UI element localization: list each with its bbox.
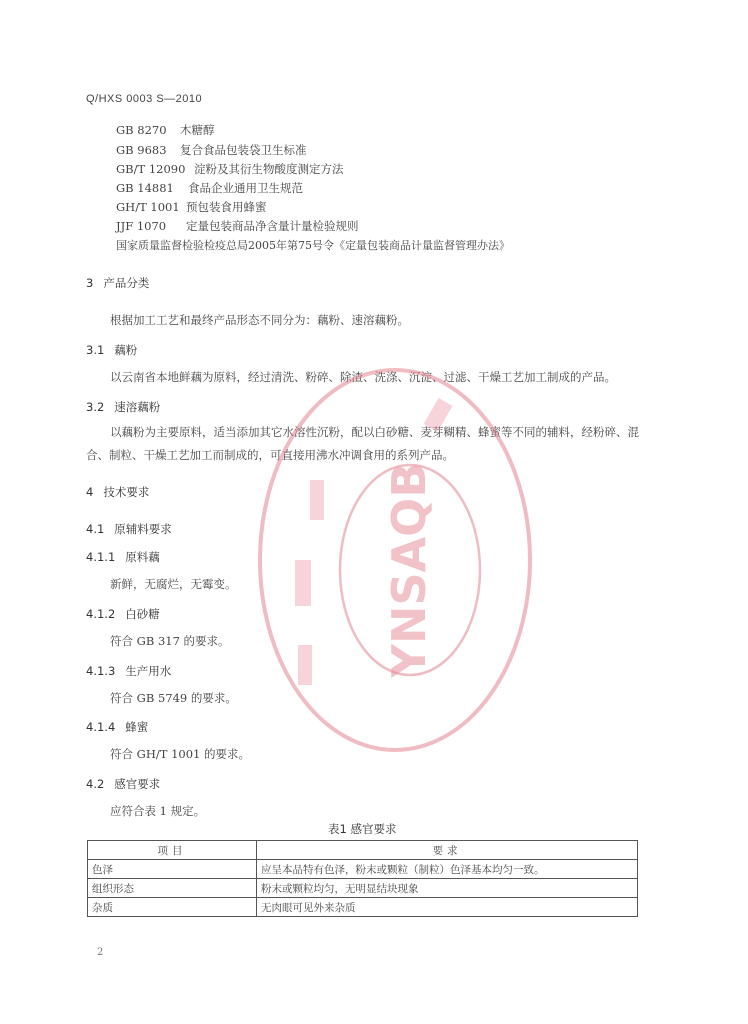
sensory-requirements-table [87,840,638,917]
reference-title: 预包装食用蜂蜜 [186,200,267,214]
table-cell: 杂质 [88,898,257,917]
table-row [88,860,638,879]
reference-code: JJF 1070 [116,219,167,233]
reference-title: 木糖醇 [180,123,215,137]
reference-title: 淀粉及其衍生物酸度测定方法 [194,162,344,176]
section-4-1-4-heading [86,719,148,735]
section-3-2-body: 以藕粉为主要原料，适当添加其它水溶性沉粉，配以白砂糖、麦芽糊精、蜂蜜等不同的辅料，经粉碎、混合、制粒、干燥工艺加工而制成的，可直接用沸水冲调食用的系列产品。 [86,425,639,462]
section-number: 4.1.1 [86,550,116,564]
table-cell: 应呈本品特有色泽，粉末或颗粒（制粒）色泽基本均匀一致。 [257,860,638,879]
reference-code: GB/T 12090 [116,162,186,176]
section-number: 4.1.4 [86,720,116,734]
section-title: 原料藕 [125,550,160,564]
page-number: 2 [97,947,104,958]
table-cell: 无肉眼可见外来杂质 [257,898,638,917]
section-4-1-2-heading [86,606,160,622]
reference-item [116,142,307,158]
reference-item [116,122,215,138]
reference-code: GB 14881 [116,181,174,195]
section-title: 产品分类 [103,276,150,290]
reference-item [116,161,344,177]
table-cell: 色泽 [88,860,257,879]
table-row [88,879,638,898]
reference-title: 定量包装商品净含量计量检验规则 [186,219,359,233]
reference-title: 复合食品包装袋卫生标准 [180,143,307,157]
table-header-cell: 项目 [88,841,257,860]
reference-code: GB 9683 [116,143,167,157]
official-seal [250,360,540,760]
table-header-cell: 要求 [257,841,638,860]
section-4-1-1-body: 新鲜，无腐烂，无霉变。 [110,577,237,591]
section-title: 速溶藕粉 [114,400,161,414]
table-cell: 粉末或颗粒均匀，无明显结块现象 [257,879,638,898]
table-caption: 表1 感官要求 [328,822,397,836]
reference-note: 国家质量监督检验检疫总局2005年第75号令《定量包装商品计量监督管理办法》 [116,239,510,252]
section-title: 生产用水 [125,664,172,678]
section-4-2-heading [86,776,160,792]
section-3-2-heading [86,399,160,415]
section-title: 蜂蜜 [125,720,149,734]
section-3-1-heading [86,342,137,358]
section-number: 3.2 [86,400,105,414]
table-row [88,898,638,917]
reference-item [116,199,267,215]
section-4-1-1-heading [86,549,160,565]
section-4-1-2-body: 符合 GB 317 的要求。 [110,634,230,648]
section-number: 3.1 [86,343,105,357]
reference-code: GH/T 1001 [116,200,180,214]
section-4-heading [86,484,149,500]
section-title: 白砂糖 [125,607,160,621]
document-code: Q/HXS 0003 S—2010 [86,93,203,105]
reference-title: 食品企业通用卫生规范 [188,181,303,195]
reference-item [116,218,359,234]
reference-item [116,180,303,196]
table-header-row [88,841,638,860]
section-title: 感官要求 [114,777,161,791]
section-title: 原辅料要求 [114,522,172,536]
section-number: 3 [86,276,94,290]
section-3-body: 根据加工工艺和最终产品形态不同分为：藕粉、速溶藕粉。 [110,313,409,327]
section-number: 4 [86,485,94,499]
section-4-1-heading [86,521,172,537]
section-4-2-body: 应符合表 1 规定。 [110,804,206,818]
reference-code: GB 8270 [116,123,167,137]
section-number: 4.2 [86,777,105,791]
section-number: 4.1.2 [86,607,116,621]
section-4-1-4-body: 符合 GH/T 1001 的要求。 [110,747,250,761]
section-4-1-3-heading [86,663,171,679]
section-title: 技术要求 [103,485,150,499]
section-4-1-3-body: 符合 GB 5749 的要求。 [110,691,237,705]
section-number: 4.1.3 [86,664,116,678]
section-number: 4.1 [86,522,105,536]
section-title: 藕粉 [114,343,138,357]
section-3-1-body: 以云南省本地鲜藕为原料，经过清洗、粉碎、除渣、洗涤、沉淀、过滤、干燥工艺加工制成的产品。 [110,370,616,384]
seal-text: YNSAQB [382,462,436,678]
table-cell: 组织形态 [88,879,257,898]
section-3-heading [86,275,149,291]
